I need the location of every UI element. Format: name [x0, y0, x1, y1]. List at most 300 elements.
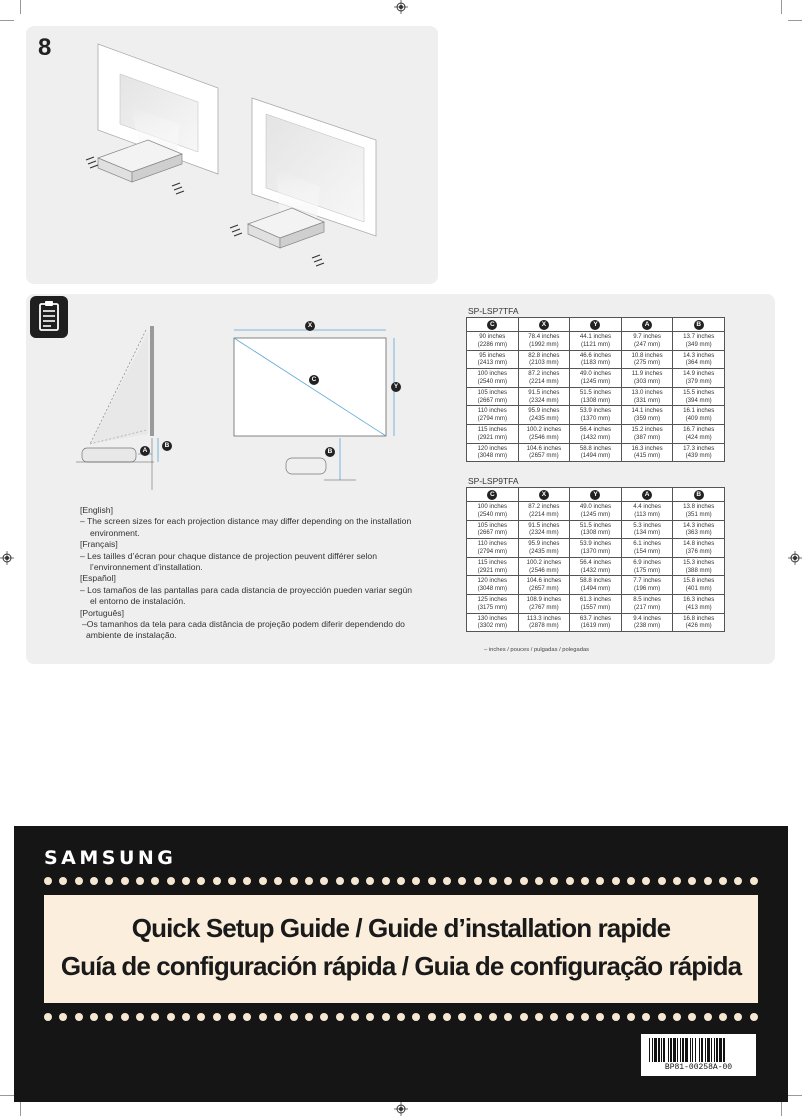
registration-mark-icon [0, 551, 14, 565]
table-cell [673, 594, 725, 613]
cell-mm: (1308 mm) [580, 396, 611, 404]
table-cell [570, 443, 622, 462]
cell-inches: 46.6 inches [579, 351, 612, 359]
table-cell [570, 613, 622, 632]
dot [213, 1013, 221, 1021]
crop-mark [781, 0, 782, 14]
front-view-diagram [226, 320, 416, 490]
header-badge: C [487, 320, 497, 330]
header-badge: X [539, 490, 549, 500]
table-cell [621, 613, 673, 632]
cell-inches: 110 inches [477, 540, 507, 548]
cell-inches: 115 inches [477, 425, 507, 433]
size-table [466, 487, 725, 632]
cell-inches: 120 inches [477, 577, 508, 585]
table-header-row [467, 488, 725, 502]
header-badge: A [642, 490, 652, 500]
label-y-badge: Y [391, 382, 401, 392]
label-a-badge: A [140, 446, 150, 456]
table-cell [570, 406, 622, 425]
cell-mm: (1183 mm) [580, 359, 610, 367]
cell-mm: (2324 mm) [529, 529, 559, 537]
dot [197, 877, 205, 885]
title-box [44, 895, 758, 1003]
dot [228, 877, 236, 885]
header-cell [621, 318, 673, 332]
cell-inches: 104.6 inches [526, 444, 562, 452]
cell-inches: 49.0 inches [579, 503, 612, 510]
cell-mm: (413 mm) [685, 603, 712, 611]
cell-mm: (2435 mm) [529, 547, 559, 555]
cell-inches: 115 inches [477, 558, 507, 566]
table-cell [621, 387, 673, 406]
table-cell [467, 539, 519, 558]
table-cell [673, 613, 725, 632]
note-text-spanish: – Los tamaños de las pantallas para cada distancia de proyección pueden variar según el entorno de instalación. [80, 584, 413, 607]
crop-mark [20, 1102, 21, 1116]
table-row [467, 369, 725, 388]
cell-inches: 17.3 inches [683, 444, 715, 452]
dot [336, 1013, 344, 1021]
table-cell [621, 424, 673, 443]
table-row [467, 594, 725, 613]
dot [105, 877, 113, 885]
cell-mm: (387 mm) [634, 433, 661, 441]
cell-inches: 91.5 inches [528, 521, 560, 529]
table-cell [467, 387, 519, 406]
cell-inches: 100 inches [477, 503, 508, 510]
notes-icon-badge [30, 296, 68, 338]
cell-inches: 15.2 inches [631, 425, 663, 433]
cell-inches: 104.6 inches [526, 577, 562, 585]
dot [167, 877, 175, 885]
dot [59, 1013, 67, 1021]
dot [136, 877, 144, 885]
dot [59, 877, 67, 885]
table-row [467, 350, 725, 369]
cell-inches: 108.9 inches [526, 595, 562, 603]
barcode-bar [695, 1038, 696, 1062]
table-cell [467, 502, 519, 521]
label-x-badge: X [305, 321, 315, 331]
cell-inches: 11.9 inches [631, 370, 663, 378]
guide-title-line2: Guía de configuración rápida / Guia de configuração rápida [60, 951, 742, 981]
cell-inches: 78.4 inches [528, 333, 560, 340]
cell-inches: 95.9 inches [528, 540, 560, 548]
table-cell [673, 557, 725, 576]
table-cell [570, 387, 622, 406]
cell-mm: (2657 mm) [529, 452, 559, 460]
crop-mark [781, 1102, 782, 1116]
table-cell [621, 406, 673, 425]
table-cell [621, 520, 673, 539]
cell-mm: (275 mm) [634, 359, 661, 367]
dot [75, 877, 83, 885]
cell-inches: 13.8 inches [683, 503, 715, 510]
cell-inches: 90 inches [479, 333, 506, 340]
header-badge: A [642, 320, 652, 330]
dot [658, 1013, 666, 1021]
dot [428, 1013, 436, 1021]
table-cell [621, 332, 673, 351]
dot [336, 877, 344, 885]
note-lang-portuguese: [Português] [80, 607, 124, 618]
header-cell [570, 318, 622, 332]
registration-mark-icon [394, 0, 408, 14]
dot [382, 877, 390, 885]
table-cell [518, 557, 570, 576]
crop-mark [788, 1095, 802, 1096]
cell-inches: 14.8 inches [683, 540, 715, 548]
cell-mm: (1308 mm) [580, 529, 611, 537]
cell-inches: 9.4 inches [633, 614, 661, 622]
barcode-bar [705, 1038, 706, 1062]
cell-mm: (2413 mm) [477, 359, 508, 367]
table-row [467, 424, 725, 443]
cell-mm: (2878 mm) [529, 622, 559, 630]
dot [90, 1013, 98, 1021]
dot [259, 877, 267, 885]
table-cell [570, 332, 622, 351]
cell-inches: 14.3 inches [683, 521, 715, 529]
cell-mm: (2921 mm) [477, 566, 508, 574]
table-cell [673, 520, 725, 539]
table-row [467, 557, 725, 576]
cell-inches: 9.7 inches [633, 333, 661, 340]
dot [550, 1013, 558, 1021]
cell-mm: (134 mm) [634, 529, 661, 537]
cell-mm: (388 mm) [685, 566, 712, 574]
cell-mm: (424 mm) [685, 433, 712, 441]
dot [182, 877, 190, 885]
cell-mm: (2214 mm) [529, 510, 559, 518]
dot [105, 1013, 113, 1021]
table-cell [673, 406, 725, 425]
dot [688, 1013, 696, 1021]
cell-inches: 105 inches [477, 521, 508, 529]
barcode-bar [711, 1038, 712, 1062]
barcode-bar [699, 1038, 700, 1062]
dot [382, 1013, 390, 1021]
dot [504, 1013, 512, 1021]
cell-mm: (175 mm) [634, 566, 661, 574]
header-cell [467, 318, 519, 332]
table-cell [570, 369, 622, 388]
dot [75, 1013, 83, 1021]
cell-mm: (2794 mm) [477, 415, 508, 423]
table-cell [570, 424, 622, 443]
step-number: 8 [38, 34, 52, 61]
table-cell [621, 502, 673, 521]
cell-mm: (364 mm) [685, 359, 712, 367]
label-b-front-badge: B [325, 447, 335, 457]
table-row [467, 332, 725, 351]
table-row [467, 539, 725, 558]
table-cell [518, 502, 570, 521]
label-c-badge: C [309, 375, 319, 385]
cell-inches: 14.1 inches [631, 407, 663, 415]
dot [151, 1013, 159, 1021]
cell-mm: (154 mm) [634, 547, 661, 555]
dot [305, 877, 313, 885]
cell-mm: (2546 mm) [529, 433, 559, 441]
dot [274, 1013, 282, 1021]
dot [151, 877, 159, 885]
dot [305, 1013, 313, 1021]
dot [520, 1013, 528, 1021]
cell-inches: 10.8 inches [631, 351, 663, 359]
cell-inches: 100 inches [477, 370, 508, 378]
cell-mm: (349 mm) [685, 340, 712, 348]
barcode-bar [690, 1038, 691, 1062]
table-cell [570, 576, 622, 595]
barcode-bar [692, 1038, 693, 1062]
dot [596, 1013, 604, 1021]
table-cell [467, 443, 519, 462]
dot [719, 1013, 727, 1021]
guide-title-line1: Quick Setup Guide / Guide d’installation rapide [131, 913, 671, 943]
cell-inches: 15.3 inches [683, 558, 715, 566]
header-badge: Y [590, 490, 600, 500]
table-row [467, 502, 725, 521]
cell-mm: (2324 mm) [529, 396, 559, 404]
dot [44, 1013, 52, 1021]
dot-row [44, 877, 758, 887]
dot [213, 877, 221, 885]
header-badge: C [487, 490, 497, 500]
table-cell [467, 520, 519, 539]
barcode-bar [654, 1038, 657, 1062]
cell-mm: (3175 mm) [477, 603, 508, 611]
cell-inches: 56.4 inches [579, 425, 612, 433]
cell-mm: (1370 mm) [580, 547, 611, 555]
cell-inches: 130 inches [477, 614, 508, 622]
cell-mm: (1992 mm) [529, 340, 559, 348]
dot [290, 1013, 298, 1021]
table-cell [673, 332, 725, 351]
barcode-bar [661, 1038, 662, 1062]
table-cell [518, 332, 570, 351]
dot [167, 1013, 175, 1021]
cell-mm: (363 mm) [685, 529, 712, 537]
cell-inches: 13.7 inches [683, 333, 715, 340]
table-cell [673, 502, 725, 521]
cell-inches: 53.9 inches [579, 540, 612, 548]
dot [443, 877, 451, 885]
header-cell [673, 318, 725, 332]
dot [243, 877, 251, 885]
registration-mark-icon [394, 1102, 408, 1116]
barcode-bar [658, 1038, 660, 1062]
cell-mm: (2214 mm) [529, 377, 559, 385]
table-cell [467, 332, 519, 351]
dot [290, 877, 298, 885]
dot [550, 877, 558, 885]
cell-inches: 56.4 inches [579, 558, 612, 566]
cell-mm: (1494 mm) [580, 452, 611, 460]
cell-mm: (1432 mm) [580, 433, 611, 441]
dot [719, 877, 727, 885]
cell-inches: 5.3 inches [633, 521, 661, 529]
cell-mm: (439 mm) [685, 452, 712, 460]
cell-mm: (1557 mm) [580, 603, 611, 611]
table-cell [673, 539, 725, 558]
table-cell [621, 539, 673, 558]
cell-inches: 16.3 inches [683, 595, 715, 603]
cell-mm: (2667 mm) [477, 396, 508, 404]
dot [412, 1013, 420, 1021]
dot [673, 1013, 681, 1021]
cell-inches: 61.3 inches [579, 595, 612, 603]
projector-placement-illustration [80, 36, 420, 276]
table-cell [621, 557, 673, 576]
cell-mm: (1370 mm) [580, 415, 611, 423]
cell-mm: (247 mm) [634, 340, 661, 348]
cell-inches: 91.5 inches [528, 388, 560, 396]
dot [351, 1013, 359, 1021]
label-b-badge: B [162, 441, 172, 451]
cell-inches: 7.7 inches [633, 577, 661, 585]
cell-mm: (2103 mm) [529, 359, 559, 367]
dot [443, 1013, 451, 1021]
table-cell [518, 594, 570, 613]
table-cell [467, 424, 519, 443]
cell-inches: 14.3 inches [683, 351, 715, 359]
dot [688, 877, 696, 885]
dot [581, 1013, 589, 1021]
table-cell [621, 576, 673, 595]
cell-mm: (1432 mm) [580, 566, 611, 574]
header-badge: B [694, 490, 704, 500]
dot [428, 877, 436, 885]
note-text-portuguese: –Os tamanhos da tela para cada distância de projeção podem diferir dependendo do ambiente de instalação. [82, 619, 405, 641]
cell-inches: 15.8 inches [683, 577, 715, 585]
table-cell [673, 576, 725, 595]
barcode-bar [716, 1038, 718, 1062]
table-cell [467, 576, 519, 595]
cell-inches: 120 inches [477, 444, 508, 452]
cell-mm: (2667 mm) [477, 529, 508, 537]
table-cell [621, 369, 673, 388]
header-badge: B [694, 320, 704, 330]
barcode-bar [663, 1038, 665, 1062]
note-lang-spanish: [Español] [80, 573, 116, 584]
dot [504, 877, 512, 885]
dot [581, 877, 589, 885]
cell-inches: 51.5 inches [579, 388, 612, 396]
cell-mm: (3302 mm) [477, 622, 508, 630]
barcode-bar [680, 1038, 681, 1062]
cell-inches: 58.8 inches [579, 444, 612, 452]
cell-inches: 95.9 inches [528, 407, 560, 415]
header-badge: X [539, 320, 549, 330]
cell-mm: (359 mm) [634, 415, 661, 423]
header-cell [621, 488, 673, 502]
note-text-english: – The screen sizes for each projection distance may differ depending on the installation environment. [80, 516, 412, 538]
dot [44, 877, 52, 885]
table-cell [621, 350, 673, 369]
crop-mark [788, 20, 802, 21]
cell-inches: 95 inches [479, 351, 506, 359]
crop-mark [0, 20, 14, 21]
dot [412, 877, 420, 885]
note-lang-english: [English] [80, 505, 113, 515]
table-cell [673, 424, 725, 443]
dot [535, 1013, 543, 1021]
dot [750, 877, 758, 885]
table-row [467, 520, 725, 539]
cell-inches: 14.9 inches [683, 370, 715, 378]
cell-mm: (2546 mm) [529, 566, 559, 574]
cell-mm: (217 mm) [634, 603, 661, 611]
dot [673, 877, 681, 885]
cell-mm: (394 mm) [685, 396, 712, 404]
cell-mm: (2435 mm) [529, 415, 559, 423]
cell-mm: (331 mm) [634, 396, 661, 404]
dot [182, 1013, 190, 1021]
note-lang-french: [Français] [80, 539, 118, 550]
cell-inches: 100.2 inches [526, 558, 562, 566]
dot [704, 1013, 712, 1021]
dot [627, 877, 635, 885]
barcode-bar [670, 1038, 672, 1062]
barcode-bar [649, 1038, 650, 1062]
barcode-bar [652, 1038, 653, 1062]
model-title: SP-LSP7TFA [468, 306, 519, 316]
dot [243, 1013, 251, 1021]
dot [397, 1013, 405, 1021]
dot [320, 877, 328, 885]
cell-inches: 100.2 inches [526, 425, 562, 433]
barcode-bar [685, 1038, 688, 1062]
cell-inches: 125 inches [477, 595, 508, 603]
cell-mm: (238 mm) [634, 622, 661, 630]
dot [520, 877, 528, 885]
table-cell [518, 520, 570, 539]
cell-inches: 6.1 inches [633, 540, 661, 548]
dot [612, 877, 620, 885]
table-row [467, 406, 725, 425]
note-text-french: – Les tailles d’écran pour chaque distance de projection peuvent différer selon l’environnement d’installation. [80, 550, 377, 573]
dot [366, 877, 374, 885]
dot [121, 1013, 129, 1021]
table-cell [518, 613, 570, 632]
cell-mm: (1619 mm) [580, 622, 611, 630]
table-row [467, 576, 725, 595]
cell-inches: 6.9 inches [633, 558, 661, 566]
dot [121, 877, 129, 885]
cell-inches: 51.5 inches [579, 521, 612, 529]
dot [596, 877, 604, 885]
cell-mm: (351 mm) [685, 510, 712, 518]
table-cell [518, 350, 570, 369]
cell-inches: 110 inches [477, 407, 507, 415]
dot [274, 877, 282, 885]
table-cell [467, 350, 519, 369]
table-cell [673, 387, 725, 406]
cell-inches: 87.2 inches [528, 503, 560, 510]
table-cell [518, 387, 570, 406]
cell-inches: 16.1 inches [683, 407, 715, 415]
cell-mm: (415 mm) [634, 452, 661, 460]
dot [704, 877, 712, 885]
cell-mm: (379 mm) [685, 377, 712, 385]
table-cell [673, 443, 725, 462]
header-badge: Y [590, 320, 600, 330]
cell-inches: 63.7 inches [579, 614, 612, 622]
table-cell [621, 594, 673, 613]
table-cell [570, 557, 622, 576]
